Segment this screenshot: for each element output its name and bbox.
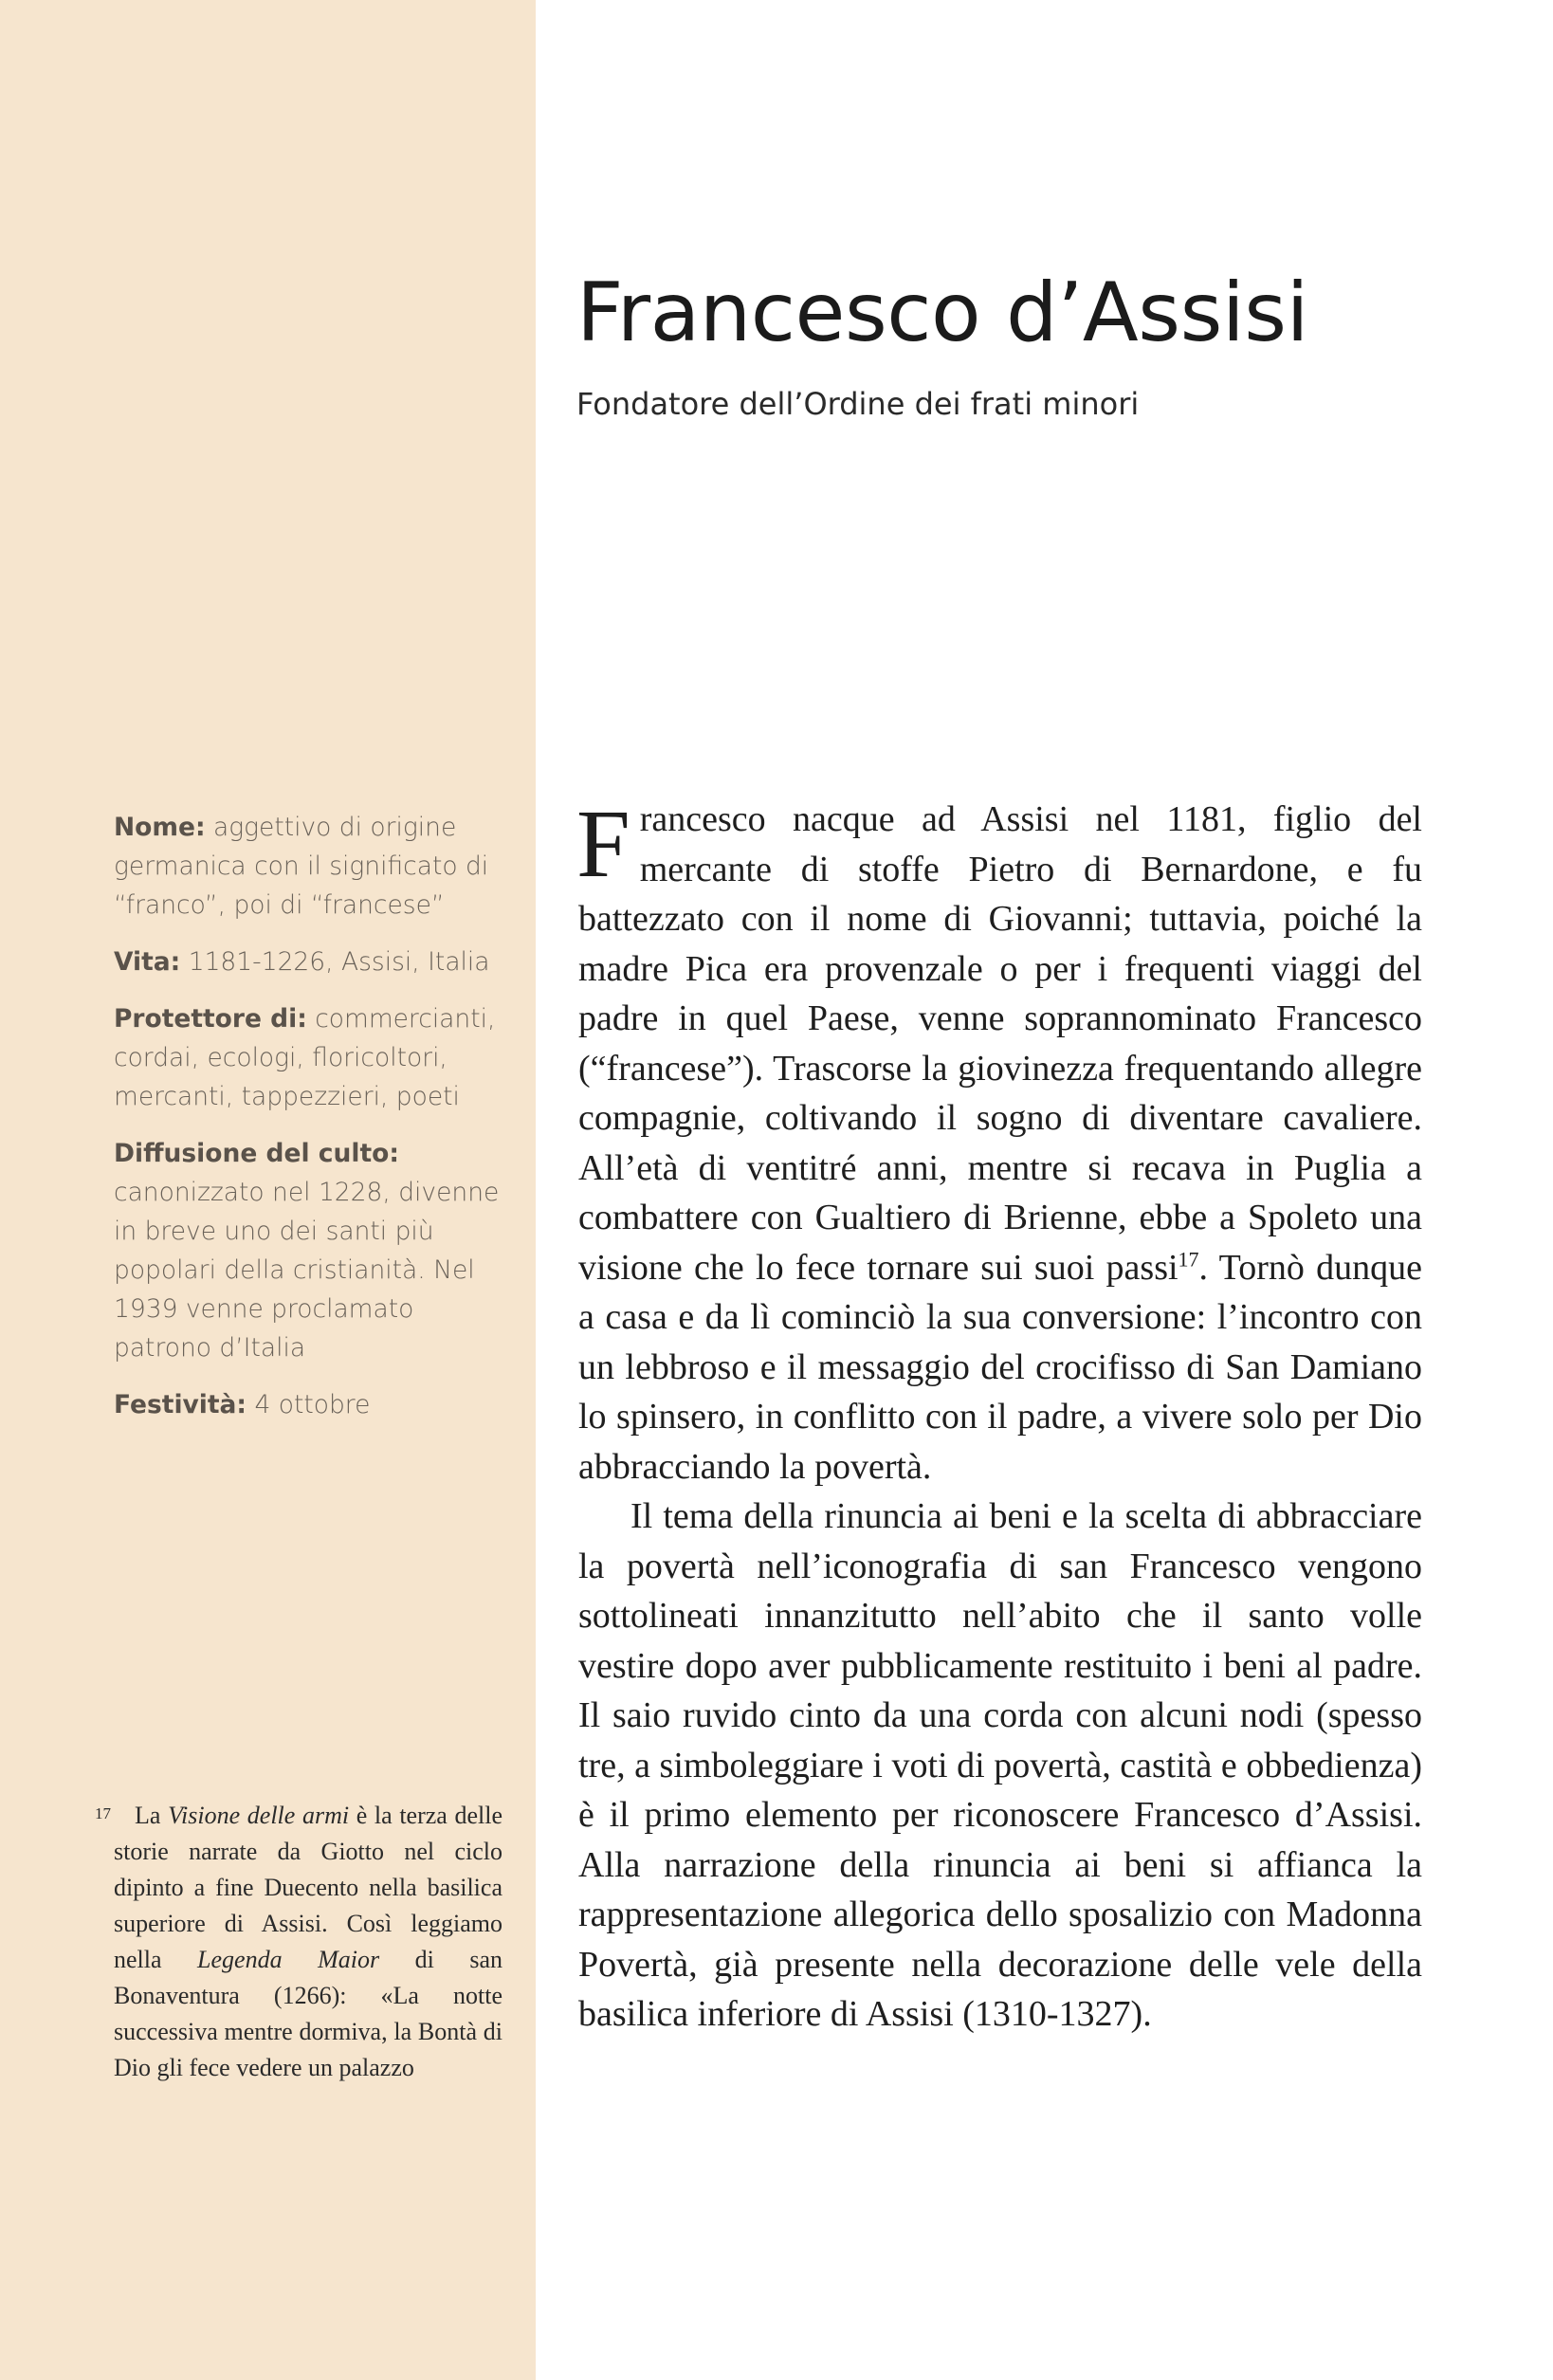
footnote-number: 17 — [95, 1804, 111, 1822]
fact-life — [114, 943, 512, 981]
page-subtitle: Fondatore dell’Ordine dei frati minori — [576, 386, 1140, 422]
fact-label: Nome: — [114, 813, 206, 842]
footnote-italic-title: Legenda Maior — [197, 1946, 380, 1973]
fact-label: Protettore di: — [114, 1004, 307, 1034]
fact-value: commercianti, cordai, ecologi, floricoltori, mercanti, tappezzieri, poeti — [114, 1004, 496, 1111]
paragraph: Il tema della rinuncia ai beni e la scelta di abbracciare la povertà nell’iconografia di san Francesco vengono sottolineati innanzitutto nell’abito che il santo volle vestire dopo aver pubblicamente restituito i beni al padre. Il saio ruvido cinto da una corda con alcuni nodi (spesso tre, a simboleggiare i voti di povertà, castità e obbedienza) è il primo elemento per riconoscere Francesco d’Assisi. Alla narrazione della rinuncia ai beni si affianca la rappresentazione allegorica dello sposalizio con Madonna Povertà, già presente nella decorazione delle vele della basilica inferiore di Assisi (1310-1327). — [578, 1496, 1422, 2034]
fact-label: Vita: — [114, 947, 181, 977]
fact-value: aggettivo di origine germanica con il significato di “franco”, poi di “francese” — [114, 813, 489, 920]
fact-feast — [114, 1385, 512, 1424]
paragraph — [576, 791, 1422, 1492]
drop-cap: F — [576, 791, 630, 898]
fact-sheet — [114, 808, 512, 1442]
footnote-italic-title: Visione delle armi — [168, 1802, 350, 1829]
fact-value: 1181-1226, Assisi, Italia — [180, 947, 490, 977]
fact-value: 4 ottobre — [247, 1390, 371, 1419]
page-header — [576, 265, 1525, 423]
fact-patron — [114, 999, 512, 1116]
footnote-reference[interactable]: 17 — [1178, 1246, 1199, 1271]
main-text — [576, 791, 1422, 2040]
paragraph-text: . Tornò dunque a casa e da lì cominciò la sua conversione: l’incontro con un lebbroso e il messaggio del crocifisso di San Damiano lo spinsero, in conflitto con il padre, a vivere solo per Dio abbracciando la povertà. — [578, 1247, 1422, 1487]
footnote-text: è la terza delle storie narrate da Giotto nel ciclo dipinto a fine Duecento nella basilica superiore di Assisi. Così leggiamo nella — [114, 1802, 503, 1973]
fact-value: canonizzato nel 1228, divenne in breve uno dei santi più popolari della cristianità. Nel 1939 venne proclamato patrono d’Italia — [114, 1178, 500, 1363]
paragraph-text: rancesco nacque ad Assisi nel 1181, figlio del mercante di stoffe Pietro di Bernardone, e fu battezzato con il nome di Giovanni; tuttavia, poiché la madre Pica era provenzale o per i frequenti viaggi del padre in quel Paese, venne soprannominato Francesco (“francese”). Trascorse la giovinezza frequentando allegre compagnie, coltivando il sogno di diventare cavaliere. All’età di ventitré anni, mentre si recava in Puglia a combattere con Gualtiero di Brienne, ebbe a Spoleto una visione che lo fece tornare sui suoi passi — [578, 799, 1422, 1288]
fact-cult — [114, 1134, 512, 1367]
fact-name — [114, 808, 512, 925]
fact-label: Diffusione del culto: — [114, 1139, 399, 1168]
fact-label: Festività: — [114, 1390, 247, 1419]
page-title: Francesco d’Assisi — [576, 265, 1308, 360]
footnote-text: La — [135, 1802, 169, 1829]
footnote-text: di san Bonaventura (1266): «La notte successiva mentre dormiva, la Bontà di Dio gli fece vedere un palazzo — [114, 1946, 503, 2081]
footnote — [95, 1798, 503, 2086]
